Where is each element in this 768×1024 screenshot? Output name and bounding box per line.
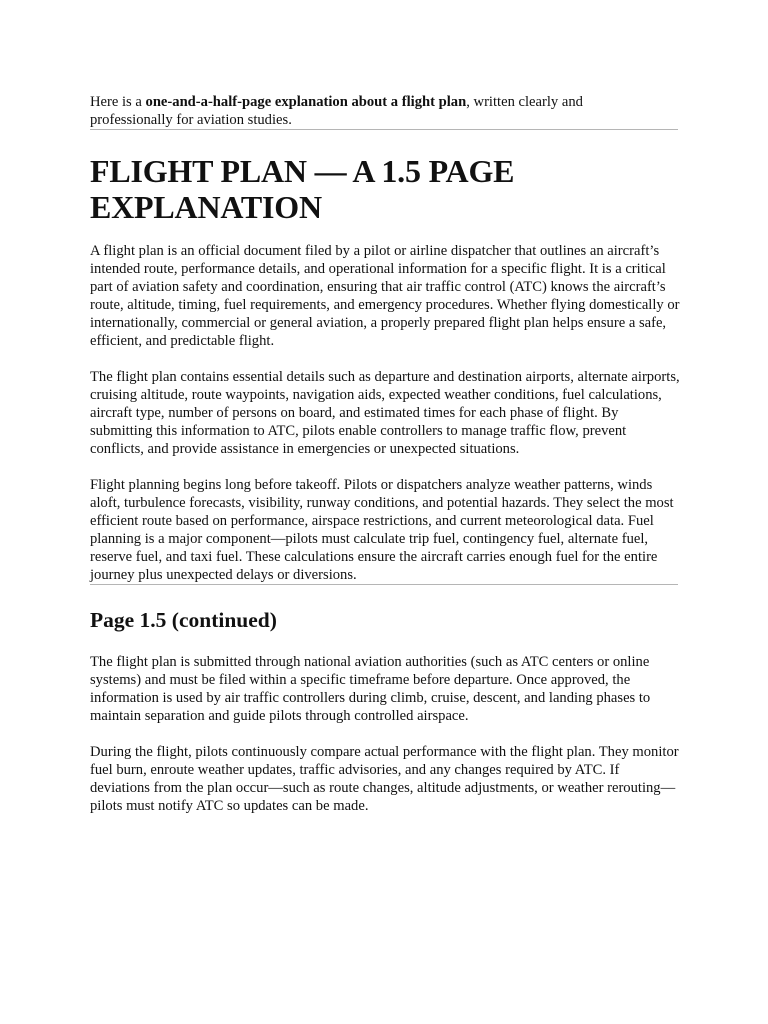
section-subtitle: Page 1.5 (continued) [90,608,277,632]
intro-suffix: , written clearly and professionally for aviation studies. [90,94,583,128]
intro-paragraph [90,93,650,129]
horizontal-divider [90,129,678,130]
body-paragraph: The flight plan is submitted through national aviation authorities (such as ATC centers or online systems) and must be filed within a specific timeframe before departure. Once approved, the information is used by air traffic controllers during climb, cruise, descent, and landing phases to maintain separation and guide pilots through controlled airspace. [90,654,651,724]
horizontal-divider [90,584,678,585]
body-paragraph: A flight plan is an official document filed by a pilot or airline dispatcher that outlines an aircraft’s intended route, performance details, and operational information for a specific flight. It is a critical part of aviation safety and coordination, ensuring that air traffic control (ATC) knows the aircraft’s route, altitude, timing, fuel requirements, and emergency procedures. Whether flying domestically or internationally, commercial or general aviation, a properly prepared flight plan helps ensure a safe, efficient, and predictable flight. [90,243,680,349]
body-paragraph: Flight planning begins long before takeoff. Pilots or dispatchers analyze weather patterns, winds aloft, turbulence forecasts, visibility, runway conditions, and potential hazards. They select the most efficient route based on performance, airspace restrictions, and current meteorological data. Fuel planning is a major component—pilots must calculate trip fuel, contingency fuel, alternate fuel, reserve fuel, and taxi fuel. These calculations ensure the aircraft carries enough fuel for the entire journey plus unexpected delays or diversions. [90,477,674,583]
body-paragraph: The flight plan contains essential details such as departure and destination airports, alternate airports, cruising altitude, route waypoints, navigation aids, expected weather conditions, fuel calculations, aircraft type, number of persons on board, and estimated times for each phase of flight. By submitting this information to ATC, pilots enable controllers to manage traffic flow, prevent conflicts, and provide assistance in emergencies or unexpected situations. [90,369,680,457]
intro-prefix: Here is a [90,94,146,110]
intro-bold-text: one-and-a-half-page explanation about a flight plan [145,94,467,110]
body-paragraph: During the flight, pilots continuously compare actual performance with the flight plan. They monitor fuel burn, enroute weather updates, traffic advisories, and any changes required by ATC. If deviations from the plan occur—such as route changes, altitude adjustments, or weather rerouting—pilots must notify ATC so updates can be made. [90,744,679,814]
page-title: FLIGHT PLAN — A 1.5 PAGE EXPLANATION [90,153,515,225]
